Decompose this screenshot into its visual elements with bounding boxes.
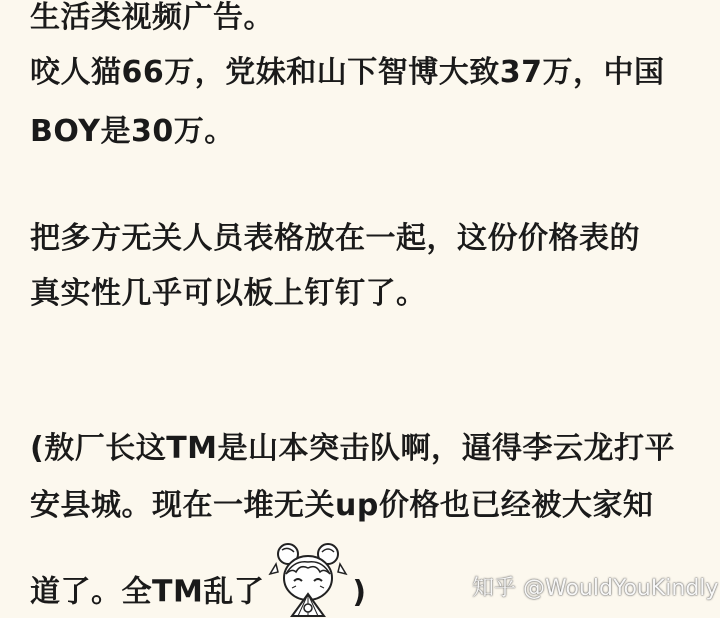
text-line-5: 真实性几乎可以板上钉钉了。 [30,276,427,311]
text-line-6: (敖厂长这TM是山本突击队啊，逼得李云龙打平 [30,431,676,466]
text-line-1: 生活类视频广告。 [30,0,274,35]
text-line-8: 道了。全TM乱了 [30,574,265,610]
text-line-2: 咬人猫66万，党妹和山下智博大致37万，中国 [30,55,665,90]
text-line-3: BOY是30万。 [30,114,235,149]
watermark: 知乎 @WouldYouKindly [472,576,719,601]
closing-paren: ) [352,574,367,610]
text-line-4: 把多方无关人员表格放在一起，这份价格表的 [30,221,640,256]
anime-girl-sticker-icon [266,538,350,618]
text-line-7: 安县城。现在一堆无关up价格也已经被大家知 [30,488,654,523]
text-line-8-container [30,568,367,618]
